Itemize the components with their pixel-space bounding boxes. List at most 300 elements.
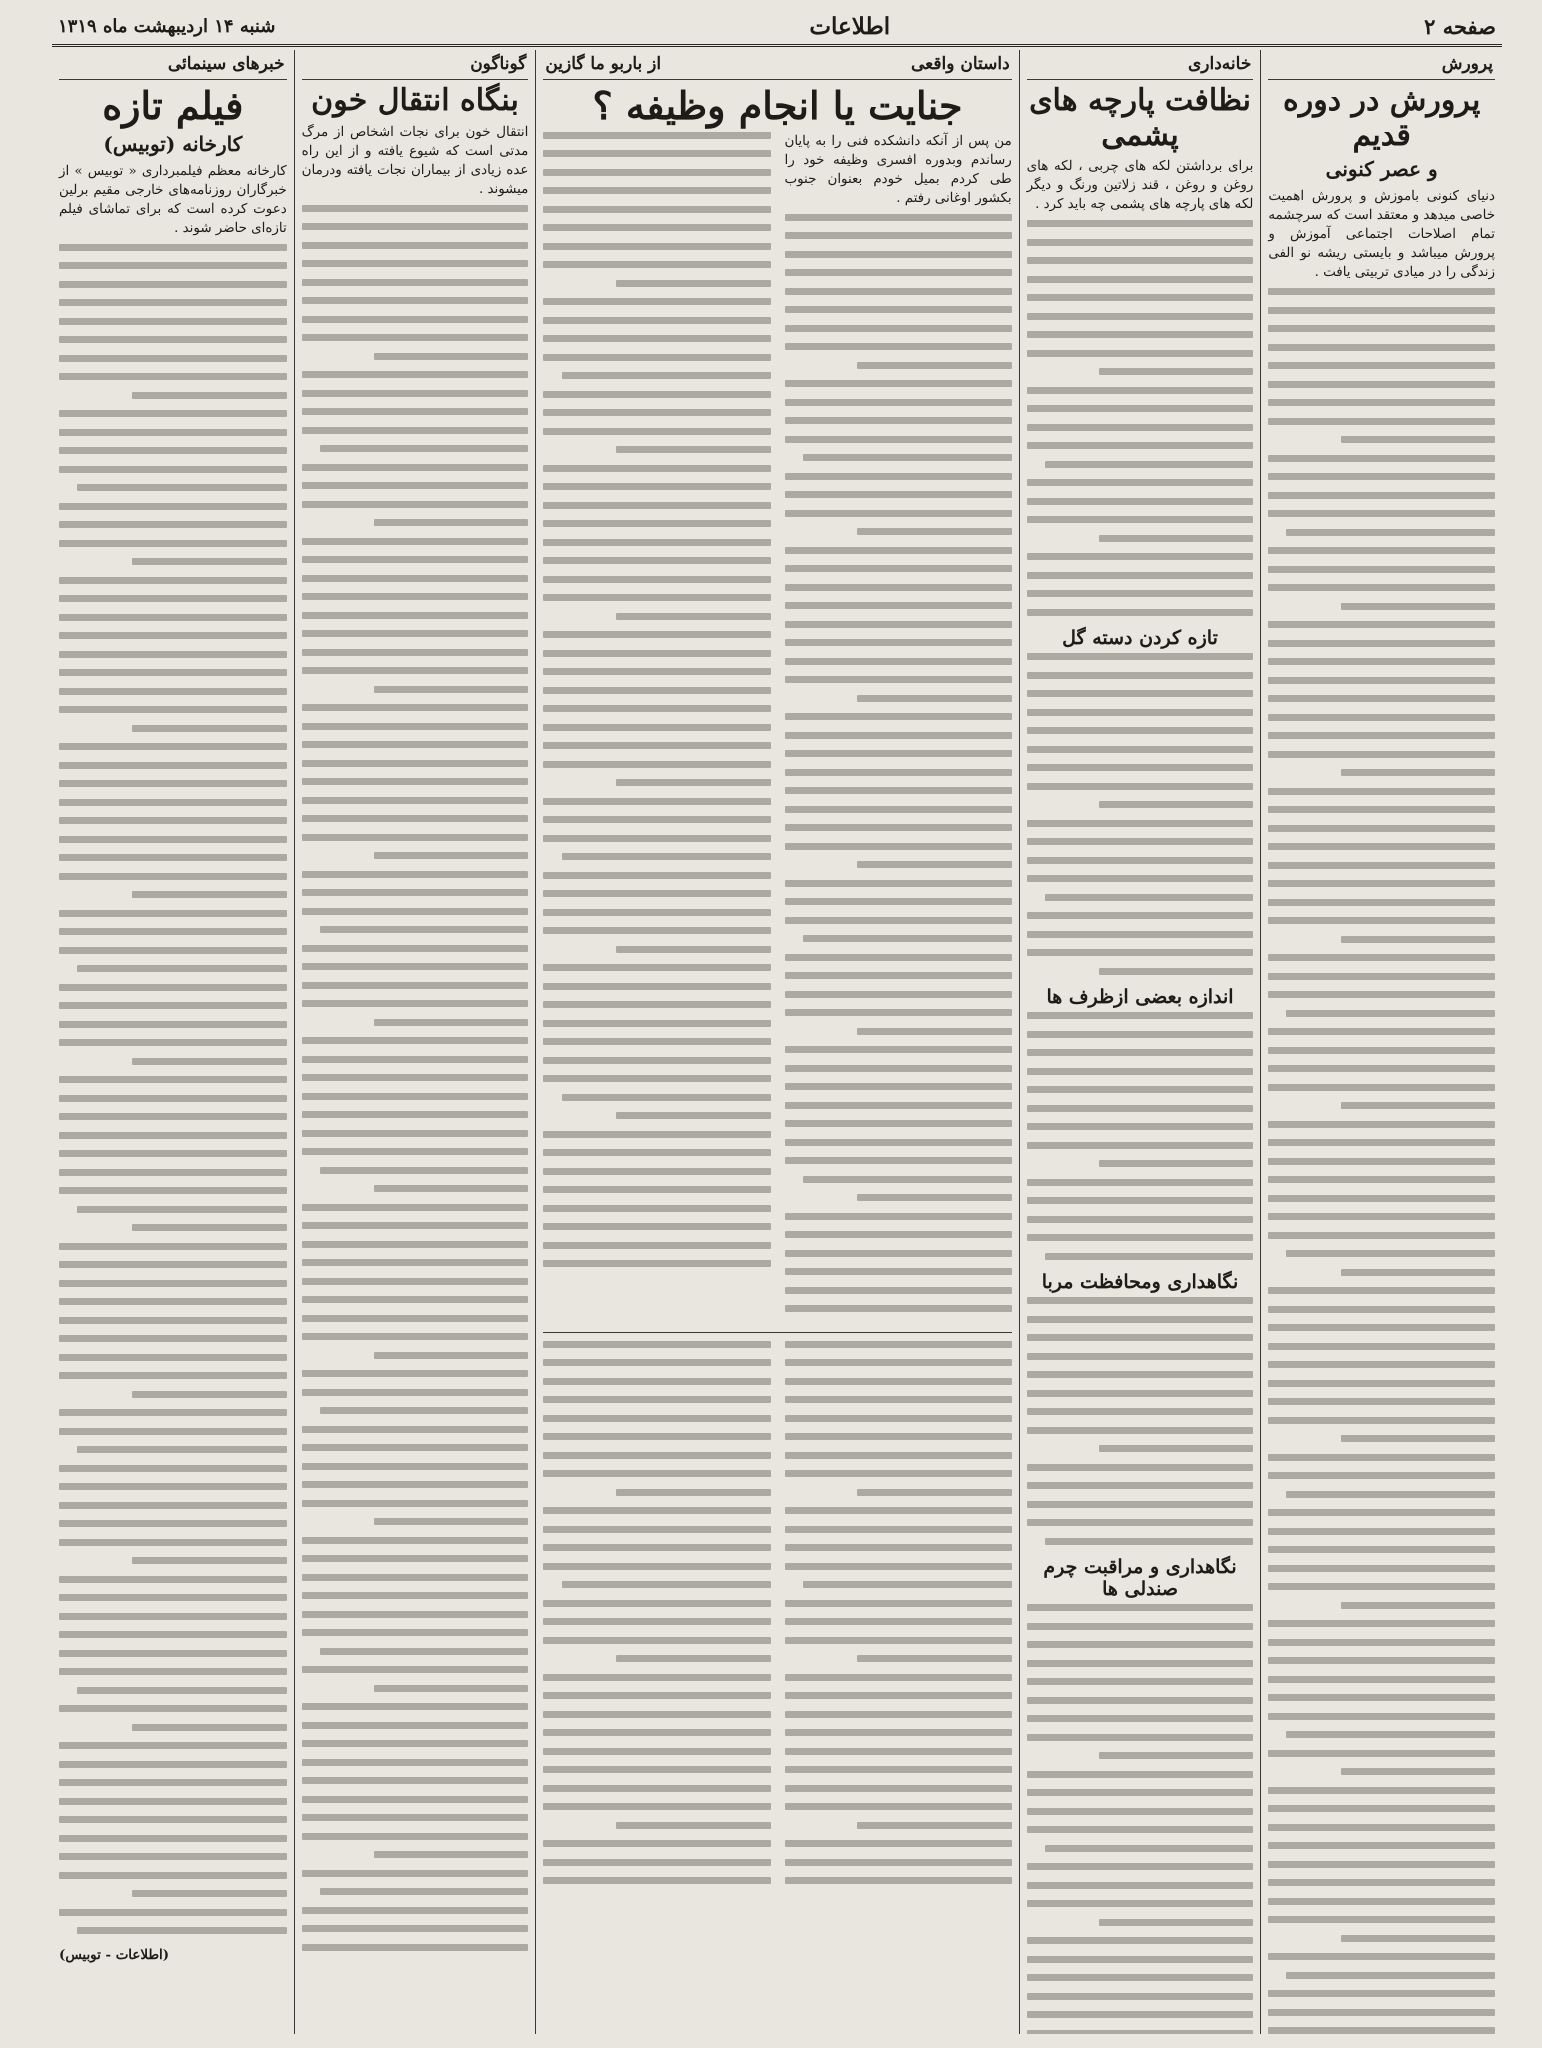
text-line <box>1268 1065 1495 1072</box>
text-line <box>302 1444 529 1451</box>
text-line <box>785 1840 1012 1847</box>
text-line <box>543 872 770 879</box>
text-line <box>1268 1213 1495 1220</box>
text-line <box>785 269 1012 276</box>
text-line <box>59 1243 287 1250</box>
text-line <box>1268 1047 1495 1054</box>
text-line <box>1268 899 1495 906</box>
story-source-label: از باربو ما گازین <box>545 54 662 74</box>
text-line <box>1027 1408 1254 1415</box>
text-line <box>1027 672 1254 679</box>
text-line <box>302 1074 529 1081</box>
text-line <box>1268 1398 1495 1405</box>
text-line <box>320 445 529 452</box>
text-line <box>1027 820 1254 827</box>
text-line <box>59 1298 287 1305</box>
text-line <box>785 898 1012 905</box>
masthead <box>52 8 1502 47</box>
text-line <box>1027 350 1254 357</box>
text-line <box>616 946 770 953</box>
section-label-cinema: خبرهای سینمائی <box>59 50 287 80</box>
text-line <box>1027 220 1254 227</box>
text-line <box>543 1711 770 1718</box>
text-line <box>320 926 529 933</box>
text-line <box>1027 1734 1254 1741</box>
text-line <box>543 761 770 768</box>
text-line <box>1268 843 1495 850</box>
text-line <box>543 1075 770 1082</box>
text-line <box>543 391 770 398</box>
text-line <box>543 243 770 250</box>
text-line <box>785 1470 1012 1477</box>
text-line <box>302 482 529 489</box>
text-line <box>302 1222 529 1229</box>
text-line <box>1268 1953 1495 1960</box>
text-line <box>59 799 287 806</box>
text-line <box>785 713 1012 720</box>
text-line <box>1027 1334 1254 1341</box>
text-line <box>302 1389 529 1396</box>
text-line <box>1027 764 1254 771</box>
text-line <box>302 982 529 989</box>
text-line <box>543 1359 770 1366</box>
text-line <box>1268 1139 1495 1146</box>
text-line <box>1027 1234 1254 1241</box>
lead-paragraph-housekeeping <box>1027 157 1254 214</box>
text-line <box>1027 690 1254 697</box>
text-line <box>1268 381 1495 388</box>
text-line <box>59 1335 287 1342</box>
text-line <box>562 1094 771 1101</box>
newspaper-name: اطلاعات <box>809 12 891 40</box>
text-line <box>1027 1715 1254 1722</box>
text-line <box>1027 572 1254 579</box>
text-line <box>1268 1842 1495 1849</box>
text-line <box>1268 399 1495 406</box>
text-line <box>543 354 770 361</box>
text-line <box>1027 405 1254 412</box>
text-line <box>785 1139 1012 1146</box>
text-line <box>320 1407 529 1414</box>
text-line <box>302 501 529 508</box>
text-line <box>59 1613 287 1620</box>
text-line <box>1027 1863 1254 1870</box>
text-line <box>1027 1993 1254 2000</box>
lead-paragraph-education <box>1268 187 1495 282</box>
text-line <box>785 1526 1012 1533</box>
text-line <box>320 1888 529 1895</box>
text-line <box>1027 313 1254 320</box>
text-line <box>302 760 529 767</box>
text-line <box>59 854 287 861</box>
subhead-measures: اندازه بعضی ازظرف ها <box>1046 986 1234 1009</box>
text-line <box>59 632 287 639</box>
text-line <box>785 732 1012 739</box>
text-line <box>1027 276 1254 283</box>
text-line <box>785 1711 1012 1718</box>
text-line <box>857 1655 1011 1662</box>
text-line <box>59 984 287 991</box>
text-line <box>302 1481 529 1488</box>
text-line <box>302 279 529 286</box>
text-line <box>1341 603 1495 610</box>
text-line <box>1286 1491 1495 1498</box>
text-line <box>1027 1105 1254 1112</box>
text-line <box>543 298 770 305</box>
text-line <box>1027 931 1254 938</box>
text-line <box>785 1250 1012 1257</box>
text-line <box>857 362 1011 369</box>
text-line <box>302 815 529 822</box>
text-line <box>543 576 770 583</box>
text-line <box>77 1687 286 1694</box>
text-line <box>59 429 287 436</box>
text-line <box>1268 917 1495 924</box>
text-line <box>543 1803 770 1810</box>
body-text-housekeeping-1 <box>1027 220 1254 616</box>
text-line <box>302 1722 529 1729</box>
text-line <box>1027 1197 1254 1204</box>
text-line <box>785 343 1012 350</box>
text-line <box>562 1581 771 1588</box>
text-line <box>302 464 529 471</box>
section-label-education: پرورش <box>1268 50 1495 80</box>
text-line <box>543 1692 770 1699</box>
text-line <box>562 853 771 860</box>
text-line <box>785 584 1012 591</box>
text-line <box>785 954 1012 961</box>
text-line <box>1045 894 1254 901</box>
text-line <box>374 353 528 360</box>
text-line <box>785 232 1012 239</box>
subheadline-education: و عصر کنونی <box>1325 157 1438 181</box>
text-line <box>302 1130 529 1137</box>
text-line <box>59 1816 287 1823</box>
text-line <box>1045 1538 1254 1545</box>
text-line <box>1268 1028 1495 1035</box>
text-line <box>1099 968 1253 975</box>
text-line <box>785 1046 1012 1053</box>
text-line <box>59 651 287 658</box>
subhead-flowers: تازه کردن دسته گل <box>1062 627 1218 650</box>
text-line <box>1268 1583 1495 1590</box>
text-line <box>302 1333 529 1340</box>
text-line <box>302 556 529 563</box>
text-line <box>59 1280 287 1287</box>
text-line <box>1027 1937 1254 1944</box>
text-line <box>785 1785 1012 1792</box>
text-line <box>785 991 1012 998</box>
text-line <box>1027 1012 1254 1019</box>
text-line <box>59 1021 287 1028</box>
text-line <box>1099 801 1253 808</box>
text-line <box>785 824 1012 831</box>
text-line <box>785 1341 1012 1348</box>
body-text-housekeeping-5 <box>1027 1604 1254 2034</box>
text-line <box>59 1169 287 1176</box>
text-line <box>785 1120 1012 1127</box>
text-line <box>1027 1086 1254 1093</box>
text-line <box>302 242 529 249</box>
body-text-story-cont-left <box>543 1341 770 1896</box>
headline-new-film: فیلم تازه <box>102 83 244 128</box>
text-line <box>59 1650 287 1657</box>
text-line <box>785 1859 1012 1866</box>
text-line <box>302 871 529 878</box>
text-line <box>785 1803 1012 1810</box>
text-line <box>302 1370 529 1377</box>
text-line <box>616 1489 770 1496</box>
text-line <box>132 1224 287 1231</box>
text-line <box>1268 973 1495 980</box>
text-line <box>59 669 287 676</box>
text-line <box>785 1157 1012 1164</box>
text-line <box>785 787 1012 794</box>
text-line <box>616 779 770 786</box>
text-line <box>785 1268 1012 1275</box>
text-line <box>1268 547 1495 554</box>
text-line <box>1268 325 1495 332</box>
text-line <box>302 297 529 304</box>
text-line <box>1268 1195 1495 1202</box>
text-line <box>1268 1879 1495 1886</box>
text-line <box>543 687 770 694</box>
text-line <box>1268 2027 1495 2034</box>
story-body <box>543 132 1011 1324</box>
text-line <box>785 1231 1012 1238</box>
text-line <box>1268 473 1495 480</box>
text-line <box>59 244 287 251</box>
headline-education: پرورش در دوره قدیم <box>1283 83 1481 153</box>
text-line <box>785 417 1012 424</box>
lead-paragraph-story <box>785 132 1012 208</box>
text-line <box>785 1287 1012 1294</box>
text-line <box>302 908 529 915</box>
text-line <box>543 835 770 842</box>
text-line <box>302 649 529 656</box>
text-line <box>785 399 1012 406</box>
text-line <box>302 889 529 896</box>
text-line <box>785 806 1012 813</box>
text-line <box>302 1204 529 1211</box>
text-line <box>302 1555 529 1562</box>
text-line <box>374 1851 528 1858</box>
story-type-label: داستان واقعی <box>910 54 1010 74</box>
text-line <box>1268 825 1495 832</box>
text-line <box>302 1833 529 1840</box>
text-line <box>785 658 1012 665</box>
text-line <box>543 1415 770 1422</box>
text-line <box>1099 1160 1253 1167</box>
text-line <box>77 1927 286 1934</box>
text-line <box>785 750 1012 757</box>
text-line <box>1268 1380 1495 1387</box>
text-line <box>1341 1602 1495 1609</box>
text-line <box>1341 1269 1495 1276</box>
text-line <box>302 1037 529 1044</box>
text-line <box>785 510 1012 517</box>
text-line <box>1045 1845 1254 1852</box>
text-line <box>543 539 770 546</box>
lead-text: من پس از آنکه دانشکده فنی را به پایان رساندم وبدوره افسری وظیفه خود را طی کردم بمیل خودم بعنوان جنوب بکشور اوغانی رفتم . <box>784 133 1012 206</box>
text-line <box>132 1557 287 1564</box>
text-line <box>374 1518 528 1525</box>
text-line <box>1027 331 1254 338</box>
text-line <box>59 1354 287 1361</box>
text-line <box>1027 2011 1254 2018</box>
text-line <box>302 1259 529 1266</box>
text-line <box>1027 1789 1254 1796</box>
text-line <box>785 1618 1012 1625</box>
text-line <box>1268 344 1495 351</box>
text-line <box>543 1260 770 1267</box>
text-line <box>59 817 287 824</box>
story-col-right <box>785 132 1012 1324</box>
text-line <box>132 1890 287 1897</box>
text-line <box>543 964 770 971</box>
text-line <box>543 724 770 731</box>
text-line <box>59 318 287 325</box>
text-line <box>785 1305 1012 1312</box>
text-line <box>302 223 529 230</box>
text-line <box>543 428 770 435</box>
text-line <box>132 392 287 399</box>
text-line <box>785 1507 1012 1514</box>
text-line <box>543 1242 770 1249</box>
text-line <box>616 1112 770 1119</box>
page-number: صفحه ۲ <box>1424 13 1496 39</box>
text-line <box>543 1618 770 1625</box>
text-line <box>302 1000 529 1007</box>
text-line <box>302 1740 529 1747</box>
text-line <box>1027 1660 1254 1667</box>
text-line <box>59 1798 287 1805</box>
text-line <box>302 427 529 434</box>
text-line <box>785 769 1012 776</box>
text-line <box>1268 510 1495 517</box>
text-line <box>59 595 287 602</box>
text-line <box>785 1600 1012 1607</box>
text-line <box>302 1703 529 1710</box>
text-line <box>1027 2030 1254 2034</box>
text-line <box>543 483 770 490</box>
text-line <box>785 436 1012 443</box>
text-line <box>1268 1750 1495 1757</box>
story-continued <box>543 1341 1011 1896</box>
text-line <box>302 371 529 378</box>
text-line <box>59 928 287 935</box>
section-label-housekeeping: خانه‌داری <box>1027 50 1254 80</box>
text-line <box>1268 566 1495 573</box>
text-line <box>543 1038 770 1045</box>
issue-date: شنبه ۱۴ اردیبهشت ماه ۱۳۱۹ <box>58 15 276 37</box>
text-line <box>785 1637 1012 1644</box>
text-line <box>59 1576 287 1583</box>
text-line <box>132 1724 287 1731</box>
text-line <box>543 261 770 268</box>
text-line <box>1027 257 1254 264</box>
text-line <box>543 1766 770 1773</box>
text-line <box>1027 1297 1254 1304</box>
text-line <box>77 484 286 491</box>
text-line <box>616 1655 770 1662</box>
text-line <box>543 465 770 472</box>
text-line <box>59 355 287 362</box>
text-line <box>1268 695 1495 702</box>
text-line <box>302 1463 529 1470</box>
text-line <box>59 780 287 787</box>
text-line <box>1027 1808 1254 1815</box>
text-line <box>374 1185 528 1192</box>
text-line <box>1268 714 1495 721</box>
text-line <box>1268 362 1495 369</box>
text-line <box>543 1131 770 1138</box>
text-line <box>543 132 770 139</box>
lead-paragraph-cinema <box>59 162 287 238</box>
text-line <box>59 1076 287 1083</box>
text-line <box>543 631 770 638</box>
text-line <box>1027 479 1254 486</box>
text-line <box>1027 838 1254 845</box>
text-line <box>1268 1676 1495 1683</box>
text-line <box>1268 1898 1495 1905</box>
text-line <box>543 224 770 231</box>
text-line <box>320 1648 529 1655</box>
text-line <box>59 1761 287 1768</box>
text-line <box>302 945 529 952</box>
text-line <box>543 1544 770 1551</box>
text-line <box>1027 783 1254 790</box>
text-line <box>1268 1509 1495 1516</box>
text-line <box>1027 553 1254 560</box>
text-line <box>302 1629 529 1636</box>
text-line <box>543 335 770 342</box>
text-line <box>1268 1232 1495 1239</box>
text-line <box>1268 1361 1495 1368</box>
text-line <box>1268 1861 1495 1868</box>
text-line <box>1027 1371 1254 1378</box>
text-line <box>1341 1435 1495 1442</box>
text-line <box>1027 590 1254 597</box>
text-line <box>543 317 770 324</box>
text-line <box>374 1352 528 1359</box>
text-line <box>785 676 1012 683</box>
text-line <box>1268 732 1495 739</box>
text-line <box>59 1150 287 1157</box>
text-line <box>1099 1445 1253 1452</box>
text-line <box>302 1759 529 1766</box>
text-line <box>543 1859 770 1866</box>
text-line <box>59 1520 287 1527</box>
text-line <box>374 1019 528 1026</box>
text-line <box>302 1574 529 1581</box>
text-line <box>1027 709 1254 716</box>
text-line <box>543 1785 770 1792</box>
lead-text: انتقال خون برای نجات اشخاص از مرگ مدتی است که شیوع یافته و از این راه عده زیادی از بیماران نجات یافته ودرمان میشوند . <box>301 124 529 197</box>
body-text-housekeeping-4 <box>1027 1297 1254 1545</box>
text-line <box>1099 535 1253 542</box>
text-line <box>543 1186 770 1193</box>
text-line <box>785 1563 1012 1570</box>
text-line <box>302 1426 529 1433</box>
column-cinema <box>52 50 294 2034</box>
text-line <box>1027 949 1254 956</box>
subhead-jam: نگاهداری ومحافظت مربا <box>1041 1271 1239 1294</box>
text-line <box>1268 455 1495 462</box>
text-line <box>1099 368 1253 375</box>
text-line <box>543 169 770 176</box>
text-line <box>59 873 287 880</box>
